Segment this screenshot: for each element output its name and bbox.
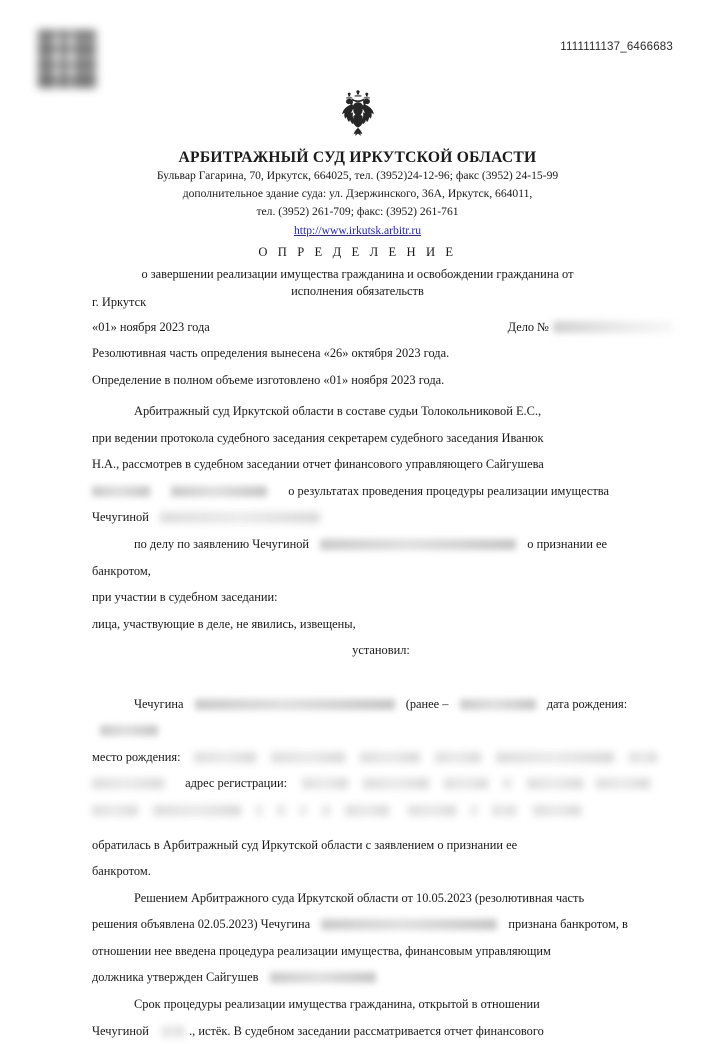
paragraph-secretary-line-3 (92, 478, 670, 505)
paragraph-participation: при участии в судебном заседании: (92, 590, 278, 605)
redacted-debtor-name-a (160, 512, 320, 523)
paragraph-spacer (92, 664, 670, 691)
paragraph-person-line-1 (92, 691, 670, 744)
court-address-line-3: тел. (3952) 261-709; факс: (3952) 261-761 (256, 205, 459, 219)
city-label: г. Иркутск (92, 295, 147, 309)
redacted-debtor-name-c (321, 919, 497, 930)
redacted-birthdate (100, 725, 158, 736)
paragraph-case-application-tail: о признании ее (527, 536, 608, 551)
redacted-address-c (444, 778, 488, 789)
document-body (92, 398, 670, 1044)
redacted-address-p (492, 805, 516, 816)
redacted-debtor-initials (162, 1026, 184, 1037)
redacted-address-b (363, 778, 429, 789)
paragraph-term-line-2-head: Чечугиной (92, 1023, 149, 1038)
redacted-birthplace-e (496, 752, 614, 763)
paragraph-secretary-line-3-text: о результатах проведения процедуры реализации имущества (288, 483, 609, 498)
redacted-birthplace-g (92, 778, 164, 789)
court-website-link[interactable]: http://www.irkutsk.arbitr.ru (293, 223, 422, 237)
registration-address-label: адрес регистрации: (185, 776, 288, 791)
redacted-birthplace-b (271, 752, 345, 763)
paragraph-secretary-line-4 (92, 504, 670, 531)
document-subject-line-1: о завершении реализации имущества гражданина и освобождении гражданина от (141, 267, 574, 281)
paragraph-applied-line-2: банкротом. (92, 864, 151, 879)
birthplace-label: место рождения: (92, 749, 181, 764)
document-type-heading: О П Р Е Д Е Л Е Н И Е (258, 245, 457, 259)
redacted-address-g (92, 805, 138, 816)
full-text-date: Определение в полном объеме изготовлено «01» ноября 2023 года. (92, 373, 445, 387)
qr-code-stamp (38, 30, 96, 88)
paragraph-decision-line-4 (92, 964, 670, 991)
paragraph-decision-line-1: Решением Арбитражного суда Иркутской области от 10.05.2023 (резолютивная часть (134, 890, 585, 905)
document-code: 1111111137_6466683 (560, 41, 673, 53)
redacted-address-d (503, 778, 511, 789)
redacted-address-m (345, 805, 389, 816)
redacted-address-e (527, 778, 583, 789)
paragraph-person-line-4 (92, 797, 670, 824)
paragraph-applied-line-1: обратилась в Арбитражный суд Иркутской области с заявлением о признании ее (92, 837, 518, 852)
redacted-debtor-fullname (195, 699, 395, 710)
case-number-group (508, 319, 673, 335)
debtor-surname-b: Чечугина (134, 696, 184, 711)
paragraph-decision-line-2-tail: признана банкротом, в (508, 917, 628, 932)
redacted-address-l (322, 805, 330, 816)
court-address-line-2: дополнительное здание суда: ул. Дзержинского, 36А, Иркутск, 664011, (182, 187, 533, 201)
paragraph-person-line-3 (92, 770, 670, 797)
redacted-address-f (596, 778, 650, 789)
redacted-initials-a (92, 486, 150, 497)
paragraph-person-line-2 (92, 744, 670, 771)
paragraph-case-application-head: по делу по заявлению Чечугиной (134, 536, 310, 551)
redacted-address-j (277, 805, 285, 816)
russian-coat-of-arms-icon (0, 88, 715, 138)
paragraph-secretary-line-2: Н.А., рассмотрев в судебном заседании отчет финансового управляющего Сайгушева (92, 457, 544, 472)
document-title-block (60, 245, 655, 299)
paragraph-established: установил: (352, 643, 410, 658)
operative-part-date: Резолютивная часть определения вынесена «26» октября 2023 года. (92, 346, 450, 360)
document-date: «01» ноября 2023 года (92, 320, 210, 334)
paragraph-absent-parties: лица, участвующие в деле, не явились, извещены, (92, 616, 356, 631)
paragraph-bankrupt: банкротом, (92, 563, 151, 578)
court-address-line-1: Бульвар Гагарина, 70, Иркутск, 664025, тел. (3952)24-12-96; факс (3952) 24-15-99 (156, 169, 559, 183)
redacted-address-k (300, 805, 306, 816)
debtor-surname-a: Чечугиной (92, 510, 149, 525)
redacted-former-name (460, 699, 536, 710)
redacted-birthplace-d (435, 752, 481, 763)
redacted-address-q (533, 805, 581, 816)
redacted-address-i (256, 805, 262, 816)
court-header (60, 148, 655, 240)
redacted-debtor-name-b (320, 539, 516, 550)
redacted-address-a (302, 778, 348, 789)
court-name: АРБИТРАЖНЫЙ СУД ИРКУТСКОЙ ОБЛАСТИ (178, 149, 537, 166)
redacted-birthplace-a (194, 752, 256, 763)
paragraph-term-line-1: Срок процедуры реализации имущества гражданина, открытой в отношении (134, 997, 540, 1012)
birthdate-label: дата рождения: (546, 696, 628, 711)
redacted-birthplace-f (629, 752, 657, 763)
paragraph-spacer-2 (92, 824, 670, 832)
paragraph-term-line-2-tail: ., истёк. В судебном заседании рассматривается отчет финансового (189, 1023, 544, 1038)
paragraph-decision-line-3: отношении нее введена процедура реализации имущества, финансовым управляющим (92, 943, 551, 958)
case-number-label: Дело № (507, 320, 549, 334)
paragraph-court-composition: Арбитражный суд Иркутской области в составе судьи Толокольниковой Е.С., (134, 404, 542, 418)
paragraph-term-line-2 (92, 1018, 670, 1044)
paragraph-secretary-line-1: при ведении протокола судебного заседания секретарем судебного заседания Иванюк (92, 430, 544, 445)
redacted-manager-name (270, 972, 376, 983)
redacted-address-n (408, 805, 456, 816)
paragraph-decision-line-2 (92, 911, 670, 938)
paragraph-decision-line-4-head: должника утвержден Сайгушев (92, 970, 259, 985)
paragraph-case-application (92, 531, 670, 558)
date-and-case-row (92, 319, 673, 335)
redacted-address-o (471, 805, 477, 816)
former-name-label: (ранее – (405, 696, 449, 711)
redacted-address-h (153, 805, 241, 816)
redacted-birthplace-c (360, 752, 420, 763)
redacted-initials-b (171, 486, 267, 497)
case-number-redacted (553, 321, 673, 333)
paragraph-decision-line-2-head: решения объявлена 02.05.2023) Чечугина (92, 917, 311, 932)
document-subject-line-2: исполнения обязательств (291, 283, 424, 298)
